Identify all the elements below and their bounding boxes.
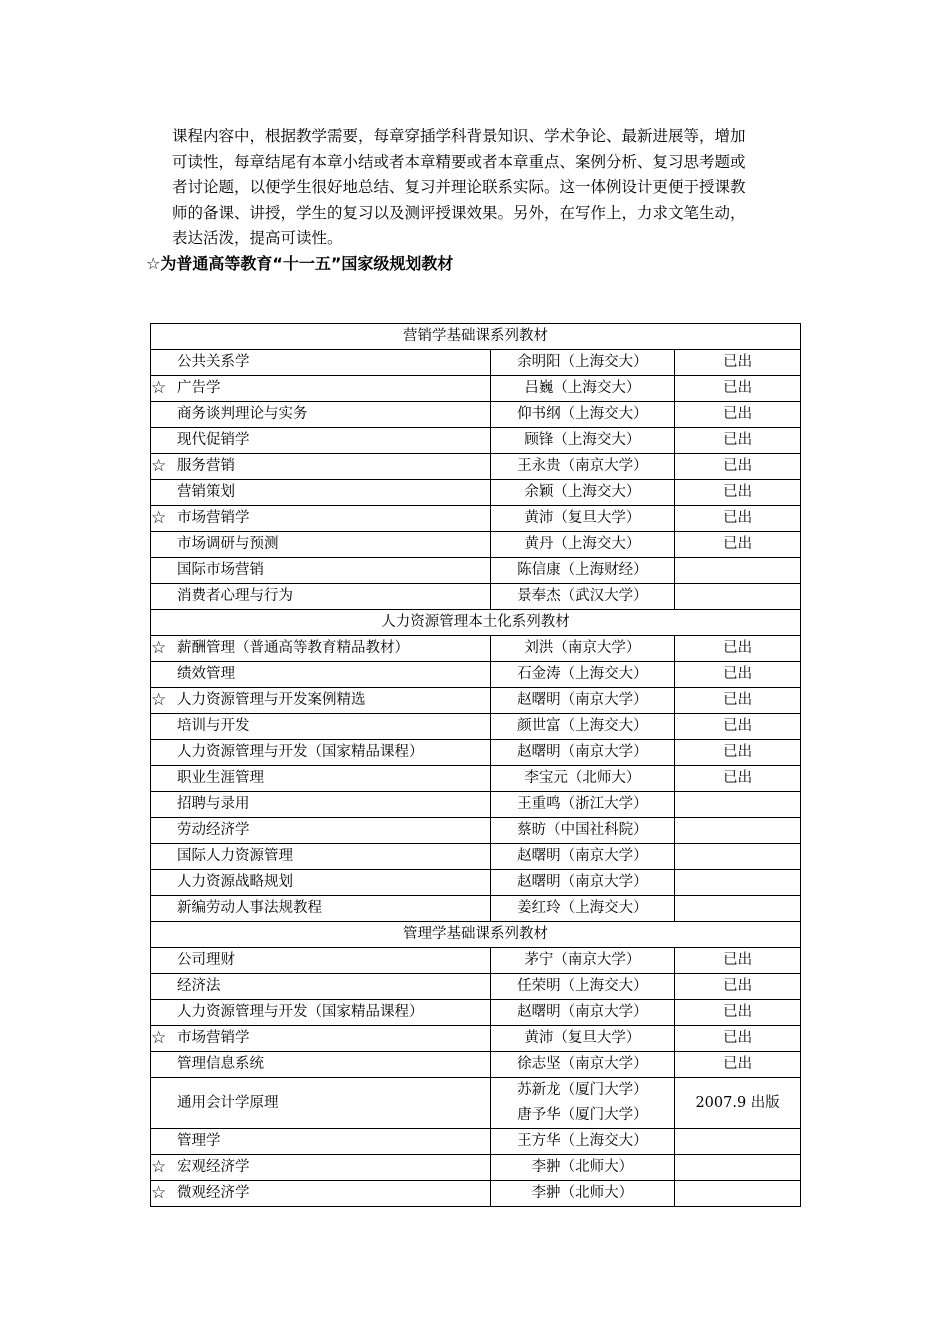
author-cell — [490, 1052, 675, 1078]
author-cell — [490, 662, 675, 688]
book-title: 商务谈判理论与实务 — [177, 406, 308, 422]
author-name: 刘洪（南京大学） — [524, 640, 641, 656]
intro-line: 课程内容中，根据教学需要，每章穿插学科背景知识、学术争论、最新进展等，增加 — [172, 127, 746, 145]
publication-status: 已出 — [675, 662, 801, 688]
author-name: 赵曙明（南京大学） — [517, 692, 648, 708]
book-title-cell — [151, 870, 491, 896]
publication-status — [675, 792, 801, 818]
book-title-cell — [151, 1129, 491, 1155]
author-cell — [490, 584, 675, 610]
star-icon: ☆ — [151, 508, 167, 528]
book-title: 市场营销学 — [177, 1030, 250, 1046]
book-title: 招聘与录用 — [177, 796, 250, 812]
publication-status — [675, 896, 801, 922]
publication-status: 已出 — [675, 350, 801, 376]
table-row — [151, 948, 801, 974]
book-title-cell — [151, 402, 491, 428]
book-title: 广告学 — [177, 380, 221, 396]
section-header-row — [151, 324, 801, 350]
book-title-cell — [151, 480, 491, 506]
author-cell — [490, 792, 675, 818]
book-title: 服务营销 — [177, 458, 235, 474]
book-title: 公共关系学 — [177, 354, 250, 370]
author-name: 赵曙明（南京大学） — [517, 874, 648, 890]
book-title: 管理学 — [177, 1133, 221, 1149]
author-name: 任荣明（上海交大） — [517, 978, 648, 994]
author-cell — [490, 350, 675, 376]
section-title: 管理学基础课系列教材 — [151, 922, 801, 948]
table-row — [151, 350, 801, 376]
book-title: 人力资源管理与开发案例精选 — [177, 692, 366, 708]
table-row — [151, 376, 801, 402]
star-icon: ☆ — [151, 638, 167, 658]
author-cell — [490, 1078, 675, 1129]
publication-status: 已出 — [675, 506, 801, 532]
book-title: 人力资源战略规划 — [177, 874, 293, 890]
book-title-cell — [151, 1078, 491, 1129]
author-cell — [490, 818, 675, 844]
book-title-cell — [151, 636, 491, 662]
book-title: 国际市场营销 — [177, 562, 264, 578]
publication-status: 已出 — [675, 402, 801, 428]
book-title: 人力资源管理与开发（国家精品课程） — [177, 1004, 424, 1020]
author-name: 苏新龙（厦门大学） — [517, 1082, 648, 1098]
book-title: 经济法 — [177, 978, 221, 994]
book-title: 营销策划 — [177, 484, 235, 500]
table-body — [151, 324, 801, 1207]
author-cell — [490, 506, 675, 532]
publication-status: 已出 — [675, 974, 801, 1000]
table-row — [151, 454, 801, 480]
author-name: 李翀（北师大） — [531, 1185, 634, 1201]
star-legend-note: ☆为普通高等教育“十一五”国家级规划教材 — [146, 254, 454, 273]
table-row — [151, 532, 801, 558]
author-cell — [490, 402, 675, 428]
publication-status: 已出 — [675, 636, 801, 662]
publication-status: 已出 — [675, 766, 801, 792]
author-name: 景奉杰（武汉大学） — [517, 588, 648, 604]
book-title: 公司理财 — [177, 952, 235, 968]
intro-line: 者讨论题，以便学生很好地总结、复习并理论联系实际。这一体例设计更便于授课教 — [172, 178, 746, 196]
table-row — [151, 1181, 801, 1207]
book-title-cell — [151, 454, 491, 480]
star-icon: ☆ — [151, 378, 167, 398]
author-name: 黄沛（复旦大学） — [524, 1030, 641, 1046]
book-title-cell — [151, 740, 491, 766]
book-title-cell — [151, 428, 491, 454]
author-cell — [490, 1000, 675, 1026]
author-cell — [490, 974, 675, 1000]
author-name: 余颖（上海交大） — [524, 484, 641, 500]
author-cell — [490, 558, 675, 584]
book-title-cell — [151, 532, 491, 558]
author-name: 顾锋（上海交大） — [524, 432, 641, 448]
intro-line: 表达活泼，提高可读性。 — [172, 229, 343, 247]
star-icon: ☆ — [151, 690, 167, 710]
book-title-cell — [151, 714, 491, 740]
author-name: 徐志坚（南京大学） — [517, 1056, 648, 1072]
author-cell — [490, 844, 675, 870]
author-cell — [490, 1155, 675, 1181]
table-row — [151, 1026, 801, 1052]
book-title: 现代促销学 — [177, 432, 250, 448]
publication-status: 2007.9 出版 — [675, 1078, 801, 1129]
author-name: 李翀（北师大） — [531, 1159, 634, 1175]
author-cell — [490, 1026, 675, 1052]
book-title-cell — [151, 662, 491, 688]
publication-status — [675, 1181, 801, 1207]
book-title: 培训与开发 — [177, 718, 250, 734]
table-row — [151, 506, 801, 532]
table-row — [151, 844, 801, 870]
publication-status — [675, 870, 801, 896]
book-title: 劳动经济学 — [177, 822, 250, 838]
book-title: 消费者心理与行为 — [177, 588, 293, 604]
author-name: 王方华（上海交大） — [517, 1133, 648, 1149]
book-title-cell — [151, 1026, 491, 1052]
author-name: 吕巍（上海交大） — [524, 380, 641, 396]
publication-status — [675, 584, 801, 610]
author-name: 黄丹（上海交大） — [524, 536, 641, 552]
star-icon: ☆ — [151, 1157, 167, 1177]
author-name: 李宝元（北师大） — [524, 770, 641, 786]
author-name: 茅宁（南京大学） — [524, 952, 641, 968]
author-name: 石金涛（上海交大） — [517, 666, 648, 682]
table-row — [151, 584, 801, 610]
publication-status: 已出 — [675, 740, 801, 766]
author-cell — [490, 1129, 675, 1155]
table-row — [151, 662, 801, 688]
publication-status: 已出 — [675, 454, 801, 480]
star-icon: ☆ — [151, 1028, 167, 1048]
book-title-cell — [151, 1181, 491, 1207]
section-header-row — [151, 610, 801, 636]
book-title-cell — [151, 974, 491, 1000]
book-title-cell — [151, 896, 491, 922]
author-cell — [490, 740, 675, 766]
intro-line: 可读性，每章结尾有本章小结或者本章精要或者本章重点、案例分析、复习思考题或 — [172, 152, 746, 171]
book-title-cell — [151, 766, 491, 792]
author-name: 黄沛（复旦大学） — [524, 510, 641, 526]
publication-status — [675, 844, 801, 870]
section-title: 营销学基础课系列教材 — [151, 324, 801, 350]
table-row — [151, 1052, 801, 1078]
book-title: 微观经济学 — [177, 1185, 250, 1201]
author-cell — [490, 636, 675, 662]
author-cell — [490, 896, 675, 922]
table-row — [151, 714, 801, 740]
book-title-cell — [151, 1000, 491, 1026]
book-title: 通用会计学原理 — [177, 1094, 279, 1111]
intro-line: 师的备课、讲授，学生的复习以及测评授课效果。另外，在写作上，力求文笔生动， — [172, 203, 746, 222]
author-name: 姜红玲（上海交大） — [517, 900, 648, 916]
table-row — [151, 558, 801, 584]
publication-status: 已出 — [675, 376, 801, 402]
table-row — [151, 1129, 801, 1155]
publication-status — [675, 558, 801, 584]
author-cell — [490, 766, 675, 792]
book-title-cell — [151, 818, 491, 844]
book-title-cell — [151, 948, 491, 974]
table-row — [151, 1078, 801, 1129]
table-row — [151, 740, 801, 766]
book-title-cell — [151, 844, 491, 870]
book-title-cell — [151, 1155, 491, 1181]
author-name: 赵曙明（南京大学） — [517, 744, 648, 760]
table-row — [151, 974, 801, 1000]
publication-status — [675, 1155, 801, 1181]
author-name: 赵曙明（南京大学） — [517, 848, 648, 864]
section-title: 人力资源管理本土化系列教材 — [151, 610, 801, 636]
book-title-cell — [151, 584, 491, 610]
publication-status: 已出 — [675, 428, 801, 454]
book-title: 国际人力资源管理 — [177, 848, 293, 864]
book-title: 绩效管理 — [177, 666, 235, 682]
author-cell — [490, 1181, 675, 1207]
publication-status: 已出 — [675, 1000, 801, 1026]
publication-status: 已出 — [675, 1026, 801, 1052]
author-cell — [490, 870, 675, 896]
publication-status: 已出 — [675, 714, 801, 740]
author-name: 颜世富（上海交大） — [517, 718, 648, 734]
publication-status: 已出 — [675, 532, 801, 558]
intro-paragraph — [172, 124, 808, 252]
book-title: 新编劳动人事法规教程 — [177, 900, 322, 916]
table-row — [151, 818, 801, 844]
author-cell — [490, 948, 675, 974]
author-name: 仰书纲（上海交大） — [517, 406, 648, 422]
book-title-cell — [151, 792, 491, 818]
book-title: 人力资源管理与开发（国家精品课程） — [177, 744, 424, 760]
table-row — [151, 1000, 801, 1026]
publication-status — [675, 1129, 801, 1155]
table-row — [151, 402, 801, 428]
author-name: 赵曙明（南京大学） — [517, 1004, 648, 1020]
book-title: 管理信息系统 — [177, 1056, 264, 1072]
author-cell — [490, 376, 675, 402]
author-name: 王永贵（南京大学） — [517, 458, 648, 474]
author-name: 余明阳（上海交大） — [517, 354, 648, 370]
author-cell — [490, 454, 675, 480]
book-title: 市场营销学 — [177, 510, 250, 526]
table-row — [151, 896, 801, 922]
publication-status: 已出 — [675, 948, 801, 974]
author-cell — [490, 480, 675, 506]
author-name: 唐予华（厦门大学） — [517, 1107, 648, 1123]
table-row — [151, 428, 801, 454]
publication-status: 已出 — [675, 480, 801, 506]
author-name: 蔡昉（中国社科院） — [517, 822, 648, 838]
publication-status: 已出 — [675, 1052, 801, 1078]
table-row — [151, 1155, 801, 1181]
book-title-cell — [151, 558, 491, 584]
author-cell — [490, 428, 675, 454]
author-cell — [490, 688, 675, 714]
author-name: 陈信康（上海财经） — [517, 562, 648, 578]
book-title: 市场调研与预测 — [177, 536, 279, 552]
textbook-series-table — [150, 323, 801, 1207]
book-title-cell — [151, 376, 491, 402]
star-icon: ☆ — [151, 456, 167, 476]
book-title-cell — [151, 350, 491, 376]
book-title-cell — [151, 688, 491, 714]
table-row — [151, 688, 801, 714]
book-title-cell — [151, 1052, 491, 1078]
table-row — [151, 870, 801, 896]
section-header-row — [151, 922, 801, 948]
publication-status — [675, 818, 801, 844]
book-title-cell — [151, 506, 491, 532]
book-title: 职业生涯管理 — [177, 770, 264, 786]
author-cell — [490, 532, 675, 558]
publication-status: 已出 — [675, 688, 801, 714]
table-row — [151, 792, 801, 818]
star-icon: ☆ — [151, 1183, 167, 1203]
table-row — [151, 766, 801, 792]
book-title: 宏观经济学 — [177, 1159, 250, 1175]
table-row — [151, 480, 801, 506]
author-cell — [490, 714, 675, 740]
book-title: 薪酬管理（普通高等教育精品教材） — [177, 640, 409, 656]
author-name: 王重鸣（浙江大学） — [517, 796, 648, 812]
table-row — [151, 636, 801, 662]
